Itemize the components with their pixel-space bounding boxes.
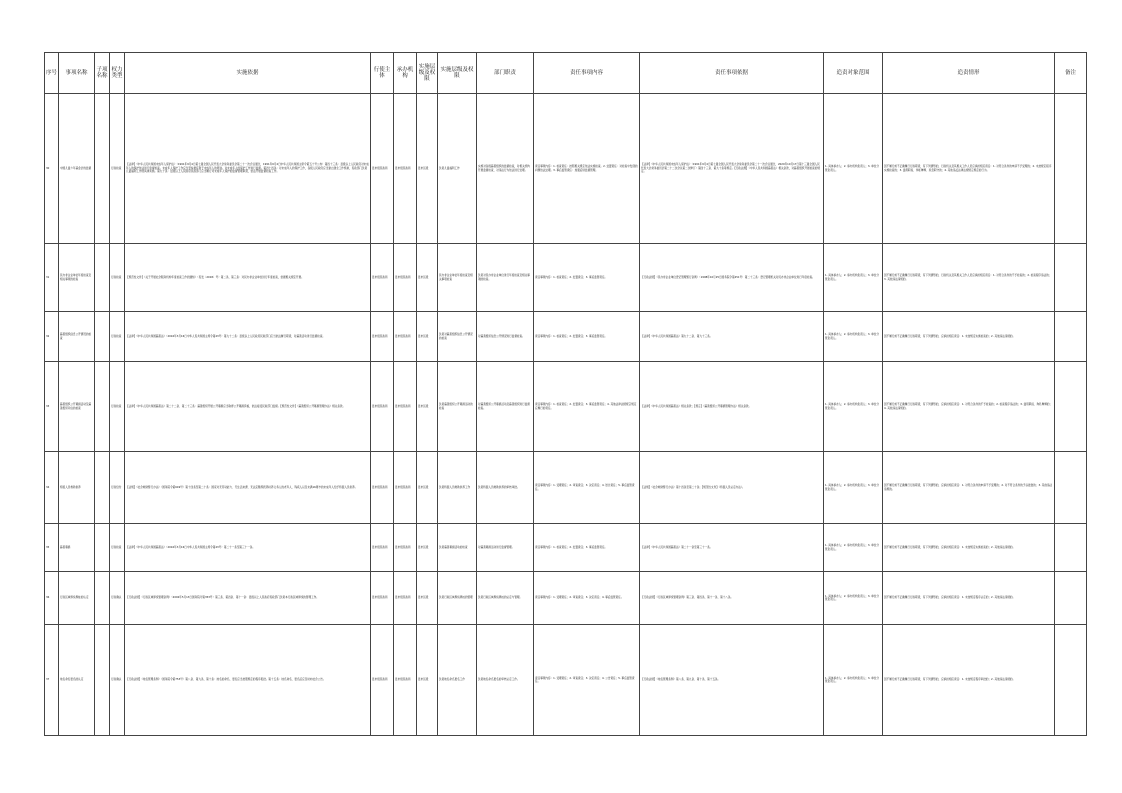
- cell-remark: [1055, 524, 1087, 572]
- cell-sub: [95, 524, 110, 572]
- cell-org: 县市级民政局: [394, 452, 417, 524]
- cell-org: 县市级民政局: [394, 524, 417, 572]
- cell-no: 30: [45, 94, 59, 244]
- cell-org: 县市级民政局: [394, 312, 417, 362]
- cell-basis: 【法规】《社会救助暂行办法》（国务院令第649号）第十四条至第二十条：国家对无劳动能力、无生活来源、无法定赡养抚养扶养义务人的老年人、残疾人以及未满16周岁的未成年人给予特困人员供养。: [125, 452, 371, 524]
- cell-remark: [1055, 572, 1087, 625]
- cell-situation: 因不履行或不正确履行行政职责，有下列情形的，应承担相应责任：1. 未按规定实施检查的；2. 其他违法违规的。: [883, 524, 1055, 572]
- cell-dept: 对慈善组织公开募捐活动及慈善组织进行监督检查。: [477, 362, 534, 452]
- cell-content: 责任事项内容：1. 受理责任；2. 审查责任；3. 决定责任；4. 事后监管责任。: [534, 572, 640, 625]
- cell-sub: [95, 244, 110, 312]
- header-scope: 追责对象范围: [824, 53, 883, 94]
- cell-item-name: 地名命名更名的认定: [59, 625, 95, 736]
- cell-item-name: 慈善组织公开募捐活动及慈善组织评估的检查: [59, 362, 95, 452]
- cell-no: 33: [45, 362, 59, 452]
- table-body: [45, 94, 1087, 736]
- cell-basis: 【法律】《中华人民共和国未成年人保护法》（1991年9月4日第七届全国人民代表大会常务委员会第二十一次会议通过，1991年9月4日中华人民共和国主席令第五十号公布）第四十三条：县级以上人民政府对未成年人的保护依法进行监督检查。未成年人保护工作应当坚持最有利于未成年人的原则。对未成年人的保护工作进行监督。第四十四条：对未成年人的保护工作，各级人民政府应当建立健全工作机制，民政部门负责儿童福利工作的具体实施。第九十条：县级以上人民政府民政部门应当履行对未成年人保护的监督管理职责，依法开展监督检查工作。: [125, 94, 371, 244]
- cell-remark: [1055, 452, 1087, 524]
- header-content: 责任事项内容: [534, 53, 640, 94]
- header-remark: 备注: [1055, 53, 1087, 94]
- header-type: 权力类型: [110, 53, 125, 94]
- responsibility-list-sheet: [44, 52, 1086, 736]
- cell-remark: [1055, 312, 1087, 362]
- cell-dept: 实施对各级慈善组织的监督检查，对相关机构开展监督检查，对违法行为依法进行处理。: [477, 94, 534, 244]
- table-row: [45, 452, 1087, 524]
- header-dept: 部门职责: [477, 53, 534, 94]
- cell-basis: 【法律】《中华人民共和国慈善法》（2016年3月16日中华人民共和国主席令第43号）第九十二条：县级以上人民政府民政部门应当依法履行职责，对慈善活动进行监督检查。: [125, 312, 371, 362]
- cell-scope: 1. 具体承办人；2. 承办机构负责人；3. 单位分管负责人。: [824, 362, 883, 452]
- cell-org: 县市级民政局: [394, 362, 417, 452]
- cell-scope: 1. 具体承办人；2. 承办机构负责人；3. 单位分管负责人。: [824, 452, 883, 524]
- cell-basis: 【行政法规】《地名管理条例》（国务院令第753号）第八条、第九条、第十条：地名的命名、更名应当按照规定的程序报批。第十五条：地名命名、更名后应及时向社会公告。: [125, 625, 371, 736]
- cell-resp-basis: 【法规】《社会救助暂行办法》第十四条至第二十条；【规范性文件】《特困人员认定办法》。: [640, 452, 824, 524]
- cell-item-name: 慈善募捐: [59, 524, 95, 572]
- cell-content: 责任事项内容：1. 检查责任；2. 处置责任；3. 事后监管责任；4. 其他法律法规规章规定应履行的责任。: [534, 362, 640, 452]
- cell-situation: 因不履行或不正确履行行政职责，有下列情形的，应承担相应责任：1. 未按规定程序审批的；2. 其他违法违规的。: [883, 625, 1055, 736]
- cell-hierarchy: 负责对慈善组织信息公开情况的检查: [438, 312, 477, 362]
- cell-resp-basis: 【行政法规】《民办非企业单位登记管理暂行条例》（1998年10月25日国务院令第251号）第二十三条：登记管理机关对民办非企业单位进行年度检查。: [640, 244, 824, 312]
- cell-dept: 对慈善组织信息公开情况进行监督检查。: [477, 312, 534, 362]
- cell-level: 县市区级: [417, 94, 438, 244]
- cell-scope: 1. 具体承办人；2. 承办机构负责人；3. 单位分管负责人。: [824, 244, 883, 312]
- cell-content: 责任事项内容：1. 受理责任；2. 审查责任；3. 决定责任；4. 送达责任；5. 事后监管责任。: [534, 452, 640, 524]
- cell-resp-basis: 【法律】《中华人民共和国慈善法》相关条款；【规章】《慈善组织公开募捐管理办法》相关条款。: [640, 362, 824, 452]
- cell-resp-basis: 【行政法规】《行政区域界线管理条例》第三条、第四条、第十一条、第十八条。: [640, 572, 824, 625]
- cell-content: 责任事项内容：1. 检查责任：按照相关规定依法实施检查。2. 处置责任：对检查中发现的问题依法处理。3. 事后监管责任：加强后续监督管理。: [534, 94, 640, 244]
- cell-dept: 负责对民办非企业单位进行年度检查及相关事项的检查。: [477, 244, 534, 312]
- cell-hierarchy: 负责地名命名更名工作: [438, 625, 477, 736]
- cell-sub: [95, 572, 110, 625]
- table-row: [45, 244, 1087, 312]
- cell-type: 行政检查: [110, 362, 125, 452]
- table-row: [45, 572, 1087, 625]
- cell-sub: [95, 452, 110, 524]
- cell-basis: 【规范性文件】《关于开展社会服务机构年度检查工作的通知》（民发〔2018〕号）第二条、第三条：对民办非企业单位进行年度检查，依据相关规定开展。: [125, 244, 371, 312]
- cell-no: 32: [45, 312, 59, 362]
- table-row: [45, 362, 1087, 452]
- cell-type: 行政检查: [110, 312, 125, 362]
- cell-no: 31: [45, 244, 59, 312]
- cell-no: 36: [45, 572, 59, 625]
- cell-dept: 负责特困人员救助供养的审核审批。: [477, 452, 534, 524]
- cell-situation: 因不履行或不正确履行行政职责，有下列情形的，应承担相应责任：1. 未按规定实施检查的；2. 其他违法违规的。: [883, 312, 1055, 362]
- cell-org: 县市级民政局: [394, 94, 417, 244]
- cell-remark: [1055, 94, 1087, 244]
- cell-resp-basis: 【行政法规】《地名管理条例》第八条、第九条、第十条、第十五条。: [640, 625, 824, 736]
- cell-type: 行政确认: [110, 625, 125, 736]
- cell-scope: 1. 具体承办人；2. 承办机构负责人；3. 单位分管负责人。: [824, 524, 883, 572]
- header-resp-basis: 责任事项依据: [640, 53, 824, 94]
- cell-level: 县市区级: [417, 625, 438, 736]
- cell-subject: 县市级民政局: [371, 524, 394, 572]
- header-seq: 序号: [45, 53, 59, 94]
- cell-type: 行政确认: [110, 572, 125, 625]
- header-subject: 行使主体: [371, 53, 394, 94]
- cell-scope: 1. 具体承办人；2. 承办机构负责人；3. 单位分管负责人。: [824, 94, 883, 244]
- cell-dept: 对慈善募捐活动进行监督管理。: [477, 524, 534, 572]
- cell-sub: [95, 362, 110, 452]
- cell-resp-basis: 【法律】《中华人民共和国慈善法》第二十一条至第三十一条。: [640, 524, 824, 572]
- cell-situation: 因不履行或不正确履行行政职责，有下列情形的，应承担相应责任：1. 对符合条件的不予检查的；2. 检查程序违法的；3. 滥用职权、徇私舞弊的；4. 其他违法违规的。: [883, 362, 1055, 452]
- cell-subject: 县市级民政局: [371, 452, 394, 524]
- cell-scope: 1. 具体承办人；2. 承办机构负责人；3. 单位分管负责人。: [824, 572, 883, 625]
- cell-type: 行政检查: [110, 94, 125, 244]
- table-row: [45, 625, 1087, 736]
- header-hierarchy: 实施层级及权限: [438, 53, 477, 94]
- cell-no: 37: [45, 625, 59, 736]
- cell-content: 责任事项内容：1. 检查责任；2. 处置责任；3. 事后监管责任。: [534, 524, 640, 572]
- cell-sub: [95, 312, 110, 362]
- cell-org: 县市级民政局: [394, 572, 417, 625]
- header-level: 实施层级及权限: [417, 53, 438, 94]
- cell-content: 责任事项内容：1. 检查责任；2. 处置责任；3. 事后监管责任。: [534, 312, 640, 362]
- cell-situation: 因不履行或不正确履行行政职责，有下列情形的，行政机关及其相关工作人员应承担相应责任：1. 对符合条件的不予检查的；2. 检查程序违法的；3. 其他违法违规的。: [883, 244, 1055, 312]
- cell-hierarchy: 负责特困人员救助供养工作: [438, 452, 477, 524]
- cell-scope: 1. 具体承办人；2. 承办机构负责人；3. 单位分管负责人。: [824, 312, 883, 362]
- cell-content: 责任事项内容：1. 受理责任；2. 审查责任；3. 决定责任；4. 公告责任；5. 事后监管责任。: [534, 625, 640, 736]
- cell-basis: 【行政法规】《行政区域界线管理条例》（2002年5月13日国务院令第353号）第三条、第四条、第十一条：县级以上人民政府民政部门负责本行政区域界线的管理工作。: [125, 572, 371, 625]
- cell-scope: 1. 具体承办人；2. 承办机构负责人；3. 单位分管负责人。: [824, 625, 883, 736]
- cell-sub: [95, 625, 110, 736]
- table-row: [45, 524, 1087, 572]
- cell-item-name: 特困人员救助供养: [59, 452, 95, 524]
- cell-basis: 【法律】《中华人民共和国慈善法》第二十二条、第二十三条：慈善组织开展公开募捐应当取得公开募捐资格，依法接受民政部门监督。【规范性文件】《慈善组织公开募捐管理办法》相关条款。: [125, 362, 371, 452]
- cell-level: 县市区级: [417, 244, 438, 312]
- cell-remark: [1055, 362, 1087, 452]
- cell-hierarchy: 负责慈善募捐活动的检查: [438, 524, 477, 572]
- header-item: 事项名称: [59, 53, 95, 94]
- cell-subject: 县市级民政局: [371, 572, 394, 625]
- cell-hierarchy: 负责儿童福利工作: [438, 94, 477, 244]
- cell-type: 行政检查: [110, 524, 125, 572]
- header-row: [45, 53, 1087, 94]
- cell-level: 县市区级: [417, 524, 438, 572]
- cell-subject: 县市级民政局: [371, 94, 394, 244]
- cell-org: 县市级民政局: [394, 625, 417, 736]
- cell-remark: [1055, 625, 1087, 736]
- table-row: [45, 312, 1087, 362]
- cell-resp-basis: 【法律】《中华人民共和国慈善法》第九十二条、第九十三条。: [640, 312, 824, 362]
- cell-subject: 县市级民政局: [371, 362, 394, 452]
- cell-sub: [95, 94, 110, 244]
- table-row: [45, 94, 1087, 244]
- cell-type: 行政给付: [110, 452, 125, 524]
- cell-remark: [1055, 244, 1087, 312]
- cell-hierarchy: 民办非企业单位年度检查及相关事项检查: [438, 244, 477, 312]
- cell-item-name: 中国儿童少年基金会的监督: [59, 94, 95, 244]
- cell-subject: 县市级民政局: [371, 625, 394, 736]
- cell-subject: 县市级民政局: [371, 244, 394, 312]
- cell-level: 县市区级: [417, 452, 438, 524]
- cell-item-name: 慈善组织信息公开情况的检查: [59, 312, 95, 362]
- cell-hierarchy: 负责行政区域界线界桩的管理: [438, 572, 477, 625]
- cell-org: 县市级民政局: [394, 244, 417, 312]
- header-sub: 子项名称: [95, 53, 110, 94]
- header-org: 承办机构: [394, 53, 417, 94]
- cell-no: 35: [45, 524, 59, 572]
- cell-dept: 负责地名命名更名的审核认定工作。: [477, 625, 534, 736]
- cell-subject: 县市级民政局: [371, 312, 394, 362]
- cell-situation: 因不履行或不正确履行行政职责，有下列情形的，行政机关及其相关工作人员应承担相应责任：1. 对符合条件的申请不予受理的；2. 未按规定程序实施检查的；3. 滥用职权、徇私舞弊、玩忽职守的；4. 其他违反法律法规规章规定的行为。: [883, 94, 1055, 244]
- cell-resp-basis: 【法律】《中华人民共和国未成年人保护法》（1991年9月4日第七届全国人民代表大会常务委员会第二十一次会议通过，2020年10月17日第十三届全国人民代表大会常务委员会第二十二次会议第二次修订）第四十三条、第九十条等规定。【行政法规】《中华人民共和国慈善法》相关条款，对慈善组织开展检查的规定。: [640, 94, 824, 244]
- cell-hierarchy: 负责慈善组织公开募捐活动的检查: [438, 362, 477, 452]
- cell-level: 县市区级: [417, 362, 438, 452]
- cell-level: 县市区级: [417, 572, 438, 625]
- cell-situation: 因不履行或不正确履行行政职责，有下列情形的，应承担相应责任：1. 对符合条件的申请不予受理的；2. 对不符合条件的予以批准的；3. 其他违法违规的。: [883, 452, 1055, 524]
- header-situation: 追责情形: [883, 53, 1055, 94]
- cell-item-name: 行政区域界线界桩的认定: [59, 572, 95, 625]
- cell-dept: 负责行政区域界线界桩的认定与管理。: [477, 572, 534, 625]
- cell-situation: 因不履行或不正确履行行政职责，有下列情形的，应承担相应责任：1. 未按规定程序认定的；2. 其他违法违规的。: [883, 572, 1055, 625]
- cell-type: 行政检查: [110, 244, 125, 312]
- cell-item-name: 民办非企业单位年度检查及相关事项的检查: [59, 244, 95, 312]
- header-basis: 实施依据: [125, 53, 371, 94]
- cell-basis: 【法律】《中华人民共和国慈善法》（2016年3月16日中华人民共和国主席令第43号）第二十一条至第三十一条。: [125, 524, 371, 572]
- responsibility-table: [44, 52, 1087, 736]
- cell-no: 34: [45, 452, 59, 524]
- cell-content: 责任事项内容：1. 检查责任；2. 处置责任；3. 事后监管责任。: [534, 244, 640, 312]
- cell-level: 县市区级: [417, 312, 438, 362]
